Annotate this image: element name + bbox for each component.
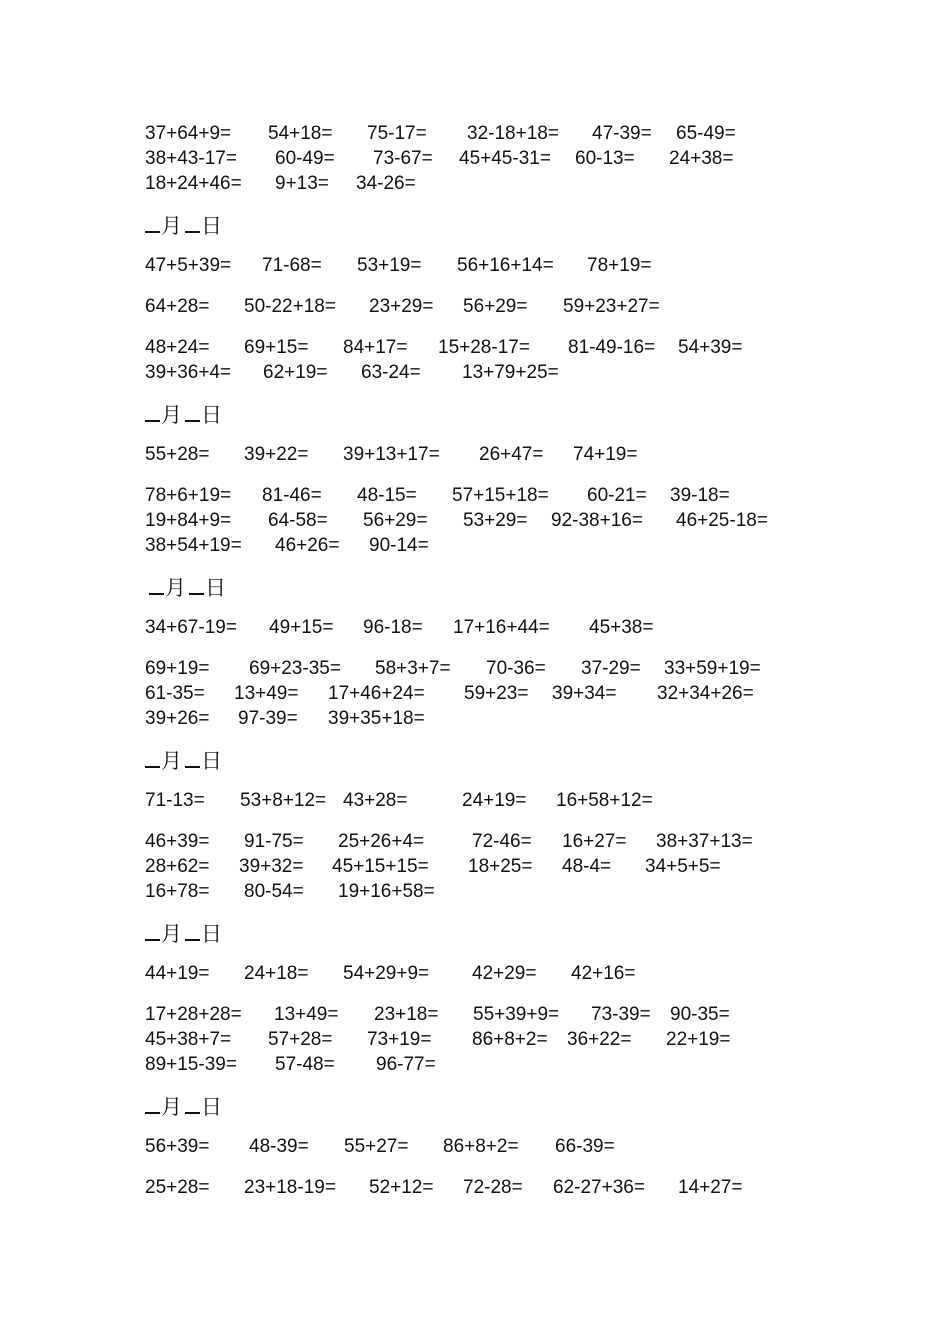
math-problem: 57+15+18= — [452, 485, 549, 506]
date-heading-3 — [145, 747, 825, 775]
math-problem: 55+39+9= — [473, 1004, 560, 1025]
math-problem: 56+16+14= — [457, 255, 554, 276]
math-problem: 57+28= — [268, 1029, 333, 1050]
math-problem: 65-49= — [676, 123, 736, 144]
math-problem: 62+19= — [263, 362, 328, 383]
math-problem: 38+43-17= — [145, 148, 237, 169]
math-problem: 39+22= — [244, 444, 309, 465]
math-problem: 74+19= — [573, 444, 638, 465]
math-problem: 90-14= — [369, 535, 429, 556]
math-problem: 37+64+9= — [145, 123, 232, 144]
math-problem: 13+79+25= — [462, 362, 559, 383]
math-problem: 17+46+24= — [328, 683, 425, 704]
day-blank — [189, 576, 204, 595]
problem-row — [145, 1052, 825, 1077]
math-problem: 69+15= — [244, 337, 309, 358]
math-problem: 23+18-19= — [244, 1177, 336, 1198]
math-problem: 52+12= — [369, 1177, 434, 1198]
math-problem: 69+23-35= — [249, 658, 341, 679]
problem-row — [145, 1002, 825, 1027]
math-problem: 24+18= — [244, 963, 309, 984]
math-problem: 16+78= — [145, 881, 210, 902]
math-problem: 39+36+4= — [145, 362, 232, 383]
month-blank — [145, 749, 160, 768]
math-problem: 63-24= — [361, 362, 421, 383]
spacer — [145, 640, 825, 656]
problem-row — [145, 1134, 825, 1159]
day-blank — [185, 1095, 200, 1114]
spacer — [145, 196, 825, 212]
math-problem: 56+29= — [463, 296, 528, 317]
math-problem: 16+58+12= — [556, 790, 653, 811]
math-problem: 56+29= — [363, 510, 428, 531]
month-label: 月 — [161, 922, 182, 946]
math-problem: 54+18= — [268, 123, 333, 144]
spacer — [145, 558, 825, 574]
math-problem: 37-29= — [581, 658, 641, 679]
month-blank — [145, 1095, 160, 1114]
math-problem: 73+19= — [367, 1029, 432, 1050]
math-problem: 16+27= — [562, 831, 627, 852]
math-problem: 23+29= — [369, 296, 434, 317]
problem-row — [145, 171, 825, 196]
day-label: 日 — [201, 403, 222, 427]
spacer — [145, 1077, 825, 1093]
math-problem: 54+39= — [678, 337, 743, 358]
math-problem: 53+29= — [463, 510, 528, 531]
day-blank — [185, 922, 200, 941]
day-label: 日 — [201, 922, 222, 946]
problem-row — [145, 656, 825, 681]
math-problem: 48-4= — [562, 856, 612, 877]
day-label: 日 — [201, 1095, 222, 1119]
math-problem: 17+16+44= — [453, 617, 550, 638]
problem-row — [145, 788, 825, 813]
day-blank — [185, 403, 200, 422]
math-problem: 53+8+12= — [240, 790, 327, 811]
math-problem: 23+18= — [374, 1004, 439, 1025]
math-problem: 81-49-16= — [568, 337, 656, 358]
math-problem: 22+19= — [666, 1029, 731, 1050]
math-problem: 34+5+5= — [645, 856, 721, 877]
math-problem: 66-39= — [555, 1136, 615, 1157]
math-problem: 39-18= — [670, 485, 730, 506]
math-problem: 18+25= — [468, 856, 533, 877]
math-problem: 45+45-31= — [459, 148, 551, 169]
math-problem: 90-35= — [670, 1004, 730, 1025]
math-problem: 46+39= — [145, 831, 210, 852]
math-problem: 69+19= — [145, 658, 210, 679]
math-problem: 45+38+7= — [145, 1029, 232, 1050]
math-problem: 38+54+19= — [145, 535, 242, 556]
worksheet-page — [145, 121, 825, 1200]
math-problem: 48+24= — [145, 337, 210, 358]
problem-row — [145, 253, 825, 278]
month-blank — [145, 922, 160, 941]
math-problem: 14+27= — [678, 1177, 743, 1198]
math-problem: 89+15-39= — [145, 1054, 237, 1075]
month-blank — [145, 403, 160, 422]
problem-row — [145, 360, 825, 385]
spacer — [145, 904, 825, 920]
problem-row — [145, 879, 825, 904]
math-problem: 71-68= — [262, 255, 322, 276]
math-problem: 19+16+58= — [338, 881, 435, 902]
math-problem: 24+38= — [669, 148, 734, 169]
math-problem: 32-18+18= — [467, 123, 559, 144]
spacer — [145, 319, 825, 335]
math-problem: 13+49= — [274, 1004, 339, 1025]
math-problem: 56+39= — [145, 1136, 210, 1157]
math-problem: 72-46= — [472, 831, 532, 852]
day-blank — [185, 749, 200, 768]
math-problem: 34+67-19= — [145, 617, 237, 638]
math-problem: 60-21= — [587, 485, 647, 506]
math-problem: 75-17= — [367, 123, 427, 144]
math-problem: 50-22+18= — [244, 296, 336, 317]
math-problem: 19+84+9= — [145, 510, 232, 531]
math-problem: 55+28= — [145, 444, 210, 465]
problem-row — [145, 681, 825, 706]
math-problem: 91-75= — [244, 831, 304, 852]
month-label: 月 — [161, 1095, 182, 1119]
math-problem: 58+3+7= — [375, 658, 451, 679]
math-problem: 84+17= — [343, 337, 408, 358]
math-problem: 73-67= — [373, 148, 433, 169]
math-problem: 78+6+19= — [145, 485, 232, 506]
spacer — [145, 385, 825, 401]
problem-row — [145, 706, 825, 731]
math-problem: 39+35+18= — [328, 708, 425, 729]
math-problem: 47-39= — [592, 123, 652, 144]
math-problem: 36+22= — [567, 1029, 632, 1050]
math-problem: 78+19= — [587, 255, 652, 276]
math-problem: 59+23+27= — [563, 296, 660, 317]
math-problem: 53+19= — [357, 255, 422, 276]
math-problem: 48-39= — [249, 1136, 309, 1157]
math-problem: 72-28= — [463, 1177, 523, 1198]
math-problem: 64+28= — [145, 296, 210, 317]
day-label: 日 — [201, 749, 222, 773]
math-problem: 39+34= — [552, 683, 617, 704]
math-problem: 97-39= — [238, 708, 298, 729]
problem-row — [145, 854, 825, 879]
math-problem: 86+8+2= — [472, 1029, 548, 1050]
problem-row — [145, 615, 825, 640]
math-problem: 42+29= — [472, 963, 537, 984]
date-heading-5 — [145, 1093, 825, 1121]
math-problem: 59+23= — [464, 683, 529, 704]
problem-row — [145, 829, 825, 854]
problem-row — [145, 533, 825, 558]
math-problem: 9+13= — [275, 173, 329, 194]
problem-row — [145, 294, 825, 319]
math-problem: 39+32= — [239, 856, 304, 877]
math-problem: 61-35= — [145, 683, 205, 704]
date-heading-4 — [145, 920, 825, 948]
problem-row — [145, 961, 825, 986]
math-problem: 64-58= — [268, 510, 328, 531]
spacer — [145, 731, 825, 747]
math-problem: 60-13= — [575, 148, 635, 169]
month-label: 月 — [161, 403, 182, 427]
math-problem: 32+34+26= — [657, 683, 754, 704]
math-problem: 80-54= — [244, 881, 304, 902]
spacer — [145, 1159, 825, 1175]
math-problem: 34-26= — [356, 173, 416, 194]
month-label: 月 — [161, 749, 182, 773]
math-problem: 25+26+4= — [338, 831, 425, 852]
math-problem: 70-36= — [486, 658, 546, 679]
math-problem: 81-46= — [262, 485, 322, 506]
problem-row — [145, 508, 825, 533]
math-problem: 55+27= — [344, 1136, 409, 1157]
date-heading-2 — [145, 574, 825, 602]
math-problem: 38+37+13= — [656, 831, 753, 852]
math-problem: 49+15= — [269, 617, 334, 638]
math-problem: 47+5+39= — [145, 255, 232, 276]
problem-row — [145, 483, 825, 508]
math-problem: 24+19= — [462, 790, 527, 811]
spacer — [145, 813, 825, 829]
math-problem: 92-38+16= — [551, 510, 643, 531]
math-problem: 25+28= — [145, 1177, 210, 1198]
month-blank — [149, 576, 164, 595]
math-problem: 45+15+15= — [332, 856, 429, 877]
spacer — [145, 278, 825, 294]
math-problem: 39+26= — [145, 708, 210, 729]
math-problem: 86+8+2= — [443, 1136, 519, 1157]
math-problem: 54+29+9= — [343, 963, 430, 984]
math-problem: 44+19= — [145, 963, 210, 984]
math-problem: 45+38= — [589, 617, 654, 638]
month-label: 月 — [161, 214, 182, 238]
date-heading-0 — [145, 212, 825, 240]
math-problem: 26+47= — [479, 444, 544, 465]
math-problem: 48-15= — [357, 485, 417, 506]
problem-row — [145, 1027, 825, 1052]
math-problem: 73-39= — [591, 1004, 651, 1025]
math-problem: 42+16= — [571, 963, 636, 984]
math-problem: 17+28+28= — [145, 1004, 242, 1025]
problem-row — [145, 335, 825, 360]
math-problem: 18+24+46= — [145, 173, 242, 194]
problem-row — [145, 121, 825, 146]
math-problem: 71-13= — [145, 790, 205, 811]
math-problem: 33+59+19= — [664, 658, 761, 679]
math-problem: 96-77= — [376, 1054, 436, 1075]
problem-row — [145, 1175, 825, 1200]
math-problem: 57-48= — [275, 1054, 335, 1075]
day-label: 日 — [201, 214, 222, 238]
math-problem: 43+28= — [343, 790, 408, 811]
math-problem: 39+13+17= — [343, 444, 440, 465]
date-heading-1 — [145, 401, 825, 429]
day-blank — [185, 214, 200, 233]
month-blank — [145, 214, 160, 233]
math-problem: 15+28-17= — [438, 337, 530, 358]
month-label: 月 — [165, 576, 186, 600]
problem-row — [145, 442, 825, 467]
math-problem: 46+26= — [275, 535, 340, 556]
math-problem: 62-27+36= — [553, 1177, 645, 1198]
spacer — [145, 986, 825, 1002]
spacer — [145, 467, 825, 483]
math-problem: 28+62= — [145, 856, 210, 877]
math-problem: 60-49= — [275, 148, 335, 169]
math-problem: 13+49= — [234, 683, 299, 704]
math-problem: 46+25-18= — [676, 510, 768, 531]
problem-row — [145, 146, 825, 171]
day-label: 日 — [205, 576, 226, 600]
math-problem: 96-18= — [363, 617, 423, 638]
